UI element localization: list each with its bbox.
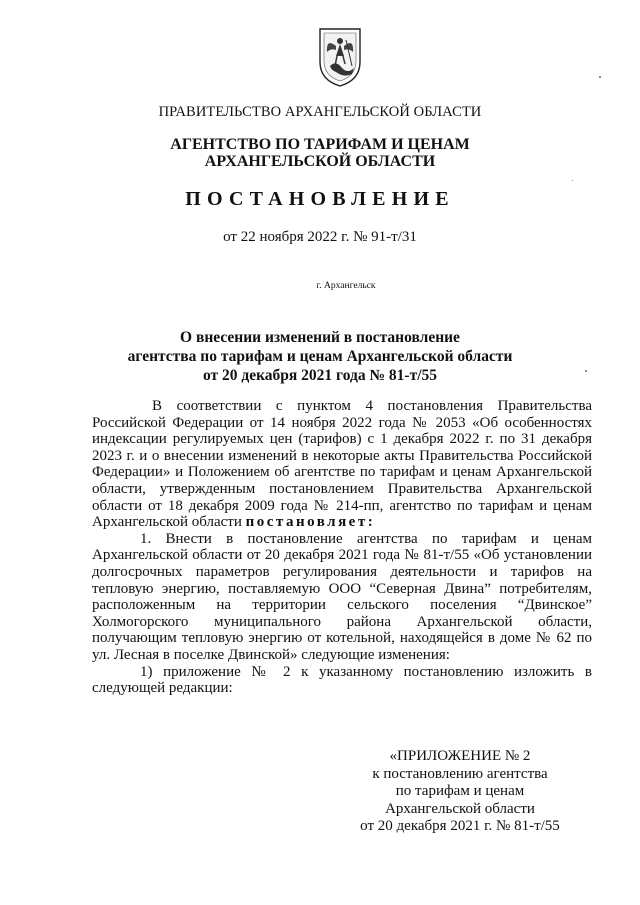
appendix-line2: к постановлению агентства xyxy=(372,765,548,782)
appendix-line1: «ПРИЛОЖЕНИЕ № 2 xyxy=(389,748,531,764)
appendix-line4: Архангельской области xyxy=(385,800,535,817)
agency-name xyxy=(0,136,640,170)
document-body xyxy=(92,398,592,697)
appendix-line5: от 20 декабря 2021 г. № 81-т/55 xyxy=(360,818,560,835)
document-subject xyxy=(0,328,640,385)
body-paragraph-2: 1. Внести в постановление агентства по тарифам и ценам Архангельской области от 20 декабря 2021 года № 81-т/55 «Об установлении долгосрочных параметров регулирования деятельности и тарифов на тепловую энергию, поставляемую ООО “Северная Двина” потребителям, расположенным на территории сельского поселения “Двинское” Холмогорского муниципального района Архангельской области, получающим тепловую энергию от котельной, находящейся в доме № 62 по ул. Лесная в поселке Двинской» следующие изменения: xyxy=(92,530,592,663)
resolves-emphasis: постановляет: xyxy=(245,514,376,531)
agency-name-line2: АРХАНГЕЛЬСКОЙ ОБЛАСТИ xyxy=(204,153,436,170)
scan-speck xyxy=(585,370,587,372)
subject-line3: от 20 декабря 2021 года № 81-т/55 xyxy=(202,367,438,384)
appendix-header xyxy=(340,748,580,836)
agency-name-line1: АГЕНТСТВО ПО ТАРИФАМ И ЦЕНАМ xyxy=(170,136,470,153)
scan-speck xyxy=(572,180,573,181)
paragraph-1-text: В соответствии с пунктом 4 постановления Правительства Российской Федерации от 14 ноября 2022 года № 2053 «Об особенностях индексации регулируемых цен (тарифов) с 1 декабря 2022 г. по 31 декабря 2023 г. и о внесении изменений в некоторые акты Правительства Российской Федерации» и Положением об агентстве по тарифам и ценам Архангельской области, утвержденным постановлением Правительства Архангельской области от 18 декабря 2009 года № 214-пп, агентство по тарифам и ценам Архангельской области xyxy=(92,398,592,531)
coat-of-arms-icon xyxy=(316,26,364,88)
body-paragraph-3: 1) приложение № 2 к указанному постановлению изложить в следующей редакции: xyxy=(92,663,592,697)
body-paragraph-1 xyxy=(92,398,592,531)
subject-line1: О внесении изменений в постановление xyxy=(180,329,460,346)
document-date-number: от 22 ноября 2022 г. № 91-т/31 xyxy=(223,229,417,245)
document-type: ПОСТАНОВЛЕНИЕ xyxy=(185,188,455,210)
document-city: г. Архангельск xyxy=(316,281,376,291)
appendix-line3: по тарифам и ценам xyxy=(395,783,525,800)
scan-speck xyxy=(599,76,601,78)
subject-line2: агентства по тарифам и ценам Архангельской области xyxy=(127,348,513,365)
government-name: ПРАВИТЕЛЬСТВО АРХАНГЕЛЬСКОЙ ОБЛАСТИ xyxy=(158,104,482,120)
